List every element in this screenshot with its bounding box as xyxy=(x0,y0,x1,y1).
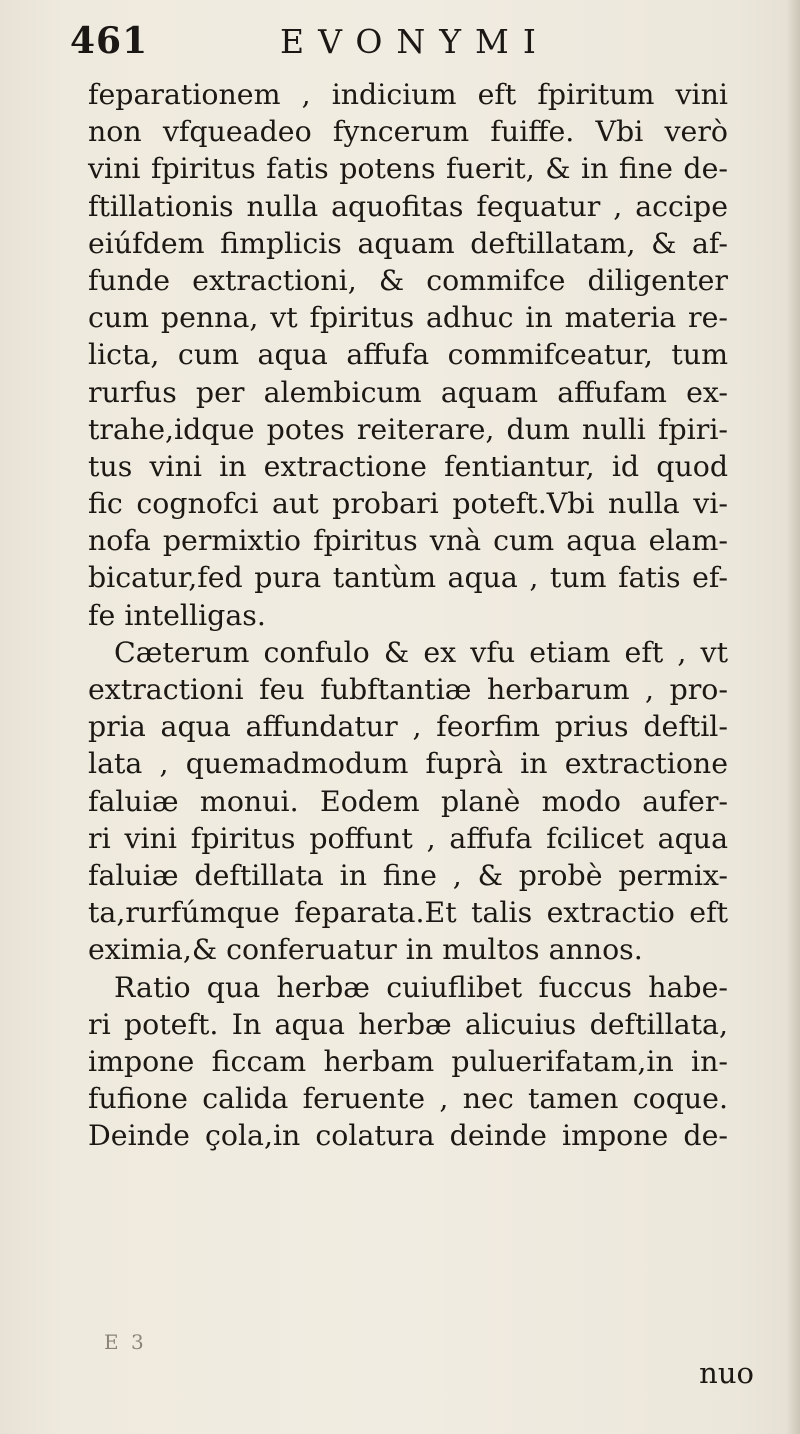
text-line: faluiæ deftillata in fine , & probè permix- xyxy=(88,858,728,892)
text-line: eiúfdem fimplicis aquam deftillatam, & af- xyxy=(88,226,728,260)
text-line: faluiæ monui. Eodem planè modo aufer- xyxy=(88,784,728,818)
page-number: 461 xyxy=(70,20,149,62)
text-line: non vfqueadeo fyncerum fuiffe. Vbi verò xyxy=(88,115,728,149)
text-line: fufione calida feruente , nec tamen coque. xyxy=(88,1082,728,1116)
running-head: EVONYMI xyxy=(280,22,550,61)
text-line: tus vini in extractione fentiantur, id quod xyxy=(88,449,728,483)
signature-mark: E 3 xyxy=(104,1330,147,1354)
text-line: ftillationis nulla aquofitas fequatur , accipe xyxy=(88,189,728,223)
text-line: pria aqua affundatur , feorfim prius deftil- xyxy=(88,710,728,744)
text-line: impone ficcam herbam puluerifatam,in in- xyxy=(88,1044,728,1078)
page-edge-shadow xyxy=(786,0,800,1434)
text-line: feparationem , indicium eft fpiritum vini xyxy=(88,78,728,111)
text-line: cum penna, vt fpiritus adhuc in materia re- xyxy=(88,301,728,335)
body-text xyxy=(88,76,728,1154)
text-line: ri poteft. In aqua herbæ alicuius deftillata, xyxy=(88,1007,728,1041)
text-line: lata , quemadmodum fuprà in extractione xyxy=(88,747,728,781)
paragraph-start-line: Ratio qua herbæ cuiuflibet fuccus habe- xyxy=(114,970,728,1004)
text-line: Deinde çola,in colatura deinde impone de- xyxy=(88,1119,728,1153)
text-line: nofa permixtio fpiritus vnà cum aqua elam- xyxy=(88,524,728,558)
text-line: ri vini fpiritus poffunt , affufa fcilicet aqua xyxy=(88,821,728,855)
text-line: funde extractioni, & commifce diligenter xyxy=(88,263,728,297)
text-line: extractioni feu fubftantiæ herbarum , pro- xyxy=(88,673,728,706)
page-footer xyxy=(104,1330,754,1410)
catchword: nuo xyxy=(699,1356,754,1390)
paragraph-start-line: Cæterum confulo & ex vfu etiam eft , vt xyxy=(114,635,728,669)
text-line: licta, cum aqua affufa commifceatur, tum xyxy=(88,338,728,372)
text-line: bicatur,fed pura tantùm aqua , tum fatis ef- xyxy=(88,561,728,595)
text-line: trahe,idque potes reiterare, dum nulli fpiri- xyxy=(88,412,728,446)
text-line: fic cognofci aut probari poteft.Vbi nulla vi- xyxy=(88,487,728,521)
text-line: vini fpiritus fatis potens fuerit, & in fine de- xyxy=(88,152,728,186)
text-line: eximia,& conferuatur in multos annos. xyxy=(88,933,643,967)
page-header xyxy=(70,12,710,68)
text-line: rurfus per alembicum aquam affufam ex- xyxy=(88,375,728,409)
text-line: ta,rurfúmque feparata.Et talis extractio eft xyxy=(88,896,728,930)
text-line: fe intelligas. xyxy=(88,598,266,632)
